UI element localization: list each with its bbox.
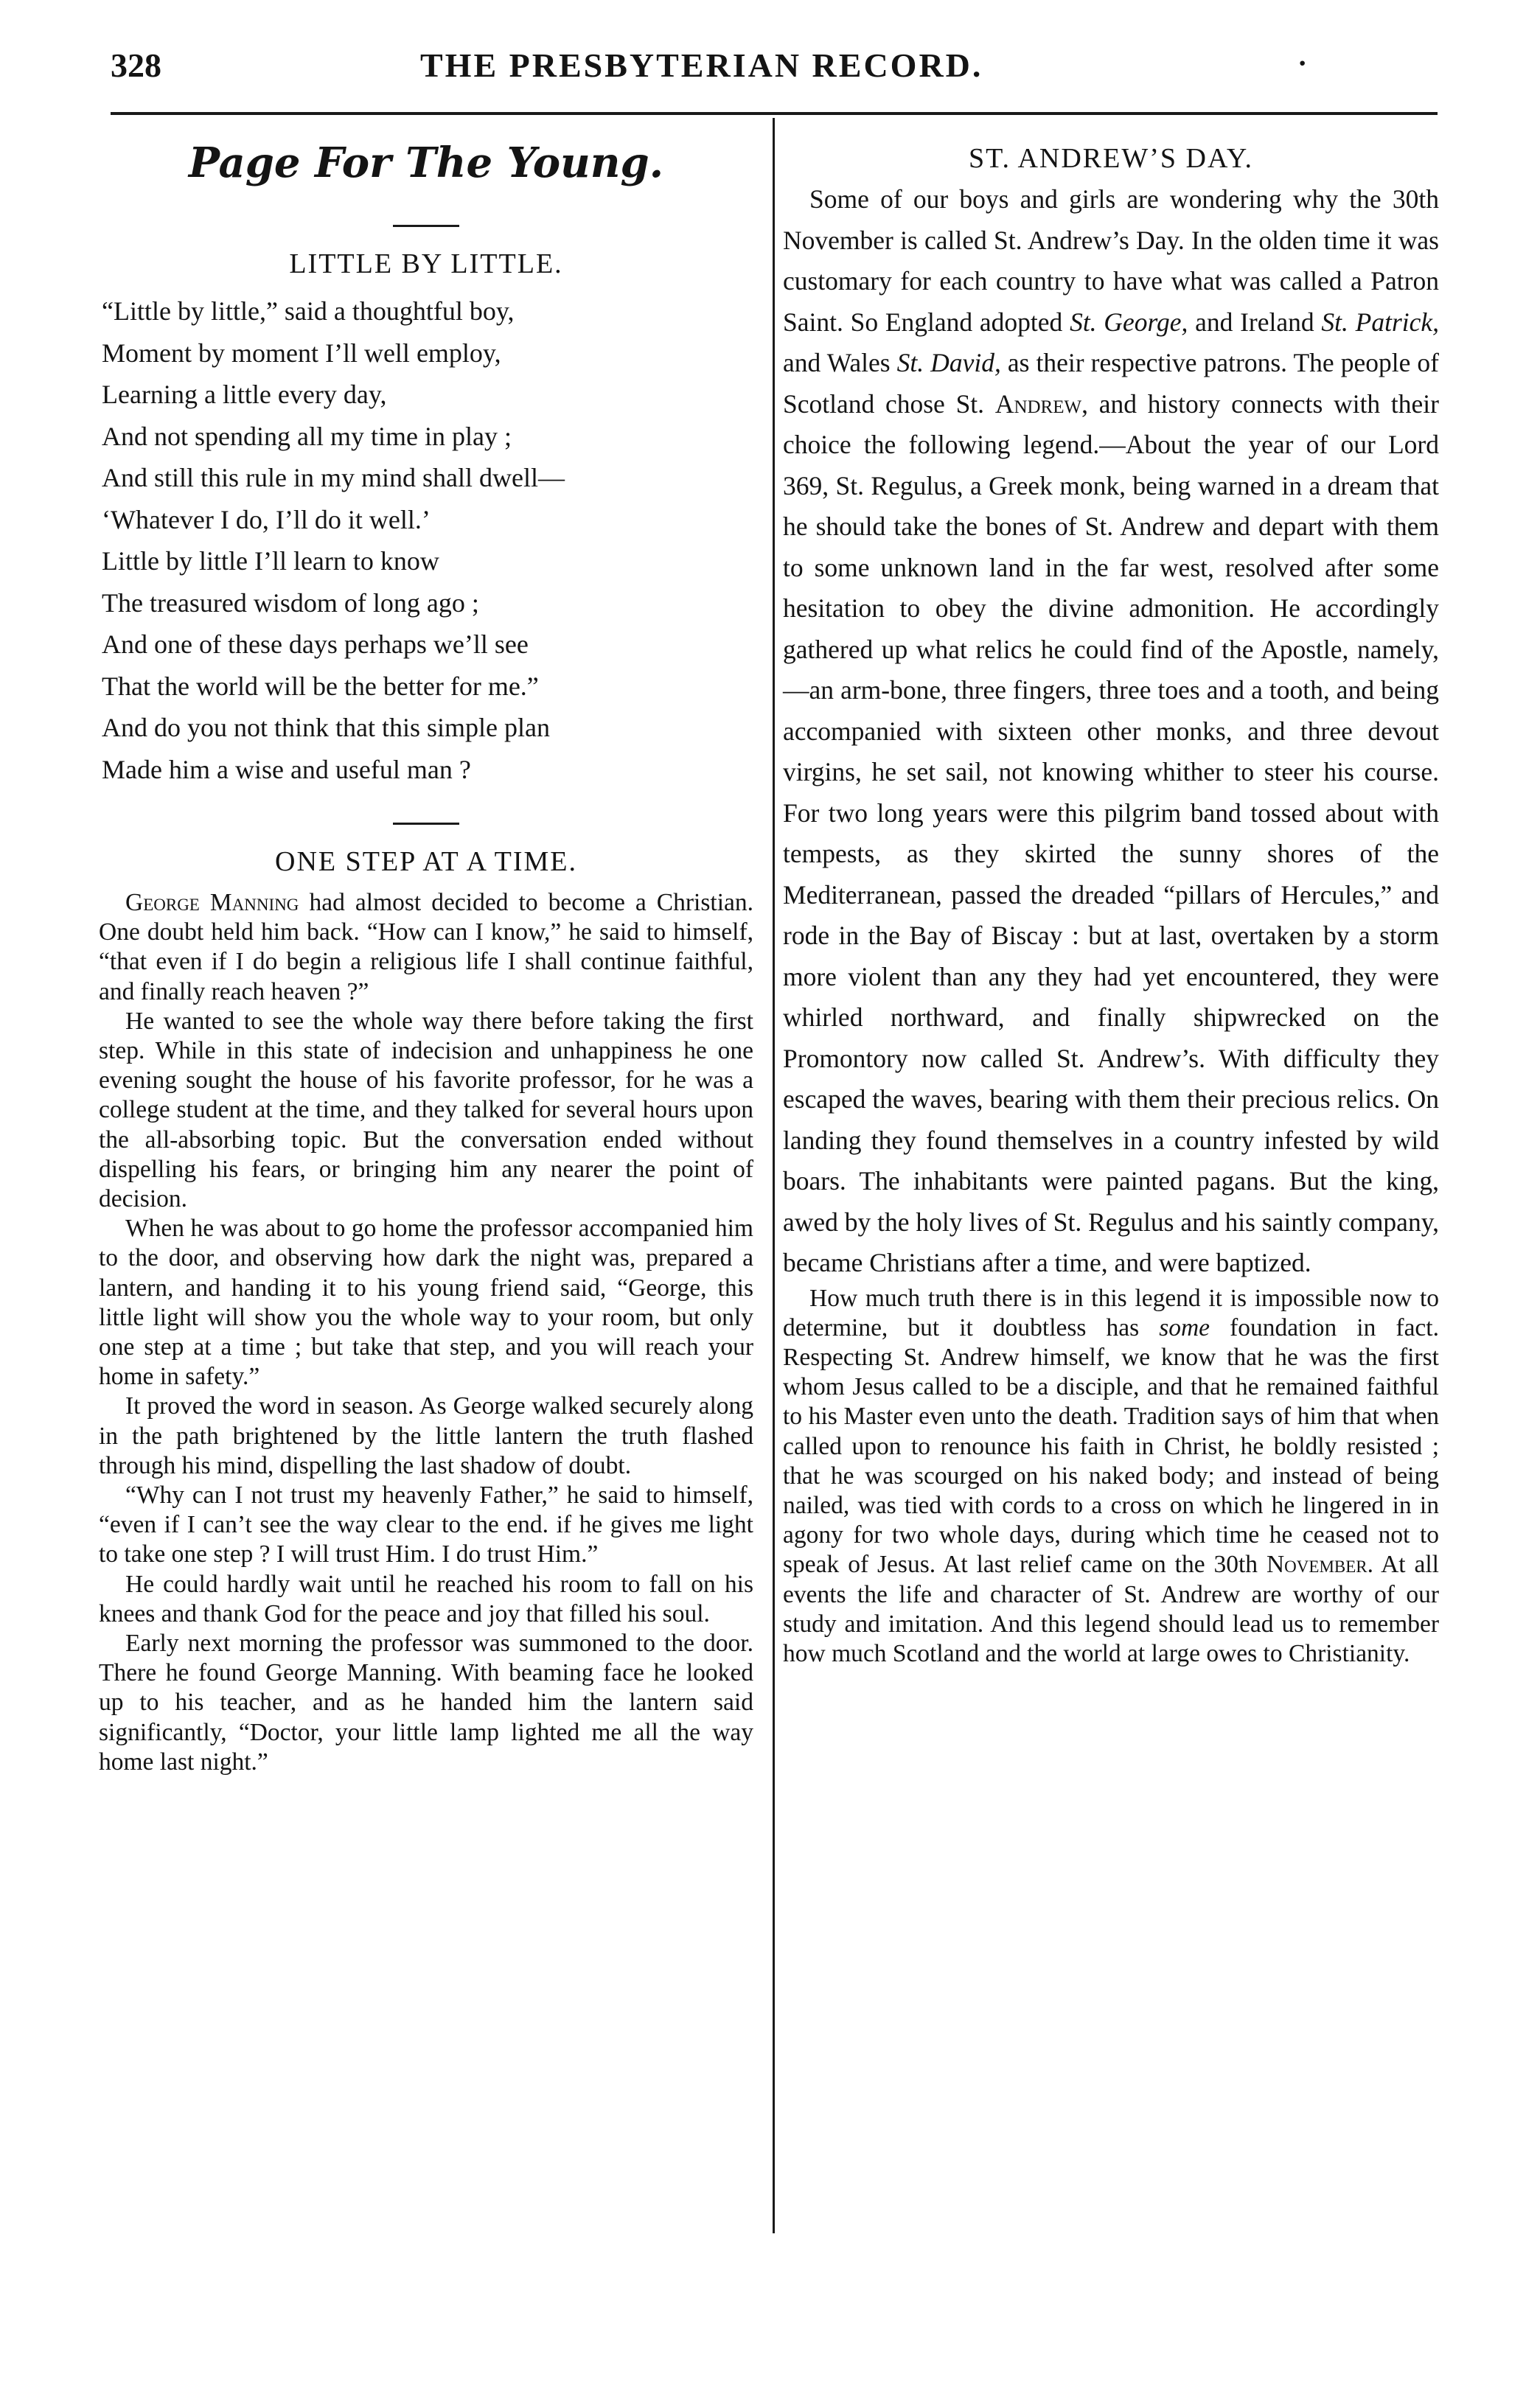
paragraph-text: as their respective patrons. The people of Scotland chose St.	[783, 348, 1439, 419]
running-header	[111, 46, 1438, 97]
paragraph: He wanted to see the whole way there before taking the first step. While in this state of indecision and unhappiness he one evening sought the house of his favorite professor, for he was a college student at the time, and they talked for several hours upon the all-absorbing topic. But the conversation ended without dispelling his fears, or bringing him any nearer the point of decision.	[99, 1007, 753, 1213]
paragraph: “Why can I not trust my heavenly Father,” he said to himself, “even if I can’t see the way clear to the end. if he gives me light to take one step ? I will trust Him. I do trust Him.”	[99, 1482, 753, 1568]
column-rule	[773, 118, 775, 2233]
poem-title: LITTLE BY LITTLE.	[289, 248, 563, 279]
poem-line: “Little by little,” said a thoughtful boy,	[102, 296, 515, 326]
saint-name: St. George,	[1070, 307, 1188, 337]
paragraph-text: , and history connects with their choice the following legend.—About the year of our Lord 369, St. Regulus, a Greek monk, being warned in a dream that he should take the bones of St. Andrew and depart with them to some unknown land in the far west, resolved after some hesitation to obey the divine admonition. He accordingly gathered up what relics he could find of the Apostle, namely,—an arm-bone, three fingers, three toes and a tooth, and being accompanied with sixteen other monks, and three devout virgins, he set sail, not knowing whither to steer his course. For two long years were this pilgrim band tossed about with tempests, as they skirted the sunny shores of the Mediterranean, passed the dreaded “pillars of Hercules,” and rode in the Bay of Biscay : but at last, overtaken by a storm more violent than any they had yet encountered, they were whirled northward, and finally shipwrecked on the Promontory now called St. Andrew’s. With difficulty they escaped the waves, bearing with them their precious relics. On landing they found themselves in a country infested by wild boars. The inhabitants were painted pagans. But the king, awed by the holy lives of St. Regulus and his saintly company, became Christians after a time, and were baptized.	[783, 388, 1440, 1277]
poem-line: And still this rule in my mind shall dwell—	[102, 463, 565, 492]
paragraph: Early next morning the professor was summoned to the door. There he found George Manning. With beaming face he looked up to his teacher, and as he handed him the lantern said significantly, “Doctor, your little lamp lighted me all the way home last night.”	[99, 1630, 753, 1776]
poem-line: Learning a little every day,	[102, 380, 387, 409]
poem-line: That the world will be the better for me.”	[102, 671, 539, 701]
header-rule	[111, 112, 1438, 115]
paragraph-text: Some of our boys and girls are wondering why the 30th November is called St. Andrew’s Day. In the olden time it was customary for each country to have what was called a Patron Saint. So England adopted	[783, 184, 1439, 337]
poem-line: And one of these days perhaps we’ll see	[102, 629, 529, 659]
poem	[99, 290, 753, 790]
title-rule	[393, 225, 459, 227]
section-rule	[393, 823, 459, 825]
story-body	[99, 888, 753, 1777]
article-body-history	[783, 1284, 1439, 1669]
paragraph: He could hardly wait until he reached his room to fall on his knees and thank God for the peace and joy that filled his soul.	[99, 1570, 753, 1627]
poem-line: The treasured wisdom of long ago ;	[102, 587, 479, 618]
saint-name: Andrew	[994, 388, 1082, 419]
section-title: Page For The Young.	[188, 139, 664, 187]
paragraph-text: foundation in fact. Respecting St. Andrew himself, we know that he was the first whom Jesus called to be a disciple, and that he remained faithful to his Master even unto the death. Tradition says of him that when called upon to renounce his faith in Christ, he boldly resisted ; that he was scourged on his naked body; and instead of being nailed, was tied with cords to a cross on which he lingered in in agony for two whole days, during which time he ceased not to speak of Jesus. At last relief came on the 30th	[783, 1313, 1439, 1579]
paragraph: It proved the word in season. As George walked securely along in the path brightened by the little lantern the truth flashed through his mind, dispelling the last shadow of doubt.	[99, 1392, 753, 1479]
paragraph	[783, 1284, 1439, 1669]
poem-line: ‘Whatever I do, I’ll do it well.’	[102, 504, 431, 534]
saint-name: St. David,	[896, 348, 1001, 377]
paragraph-text: How much truth there is in this legend it is impossible now to determine, but it doubtless has	[783, 1284, 1439, 1341]
paragraph-text: and Ireland	[1188, 307, 1322, 337]
paragraph	[99, 888, 753, 1007]
saint-name: St. Patrick,	[1321, 307, 1440, 337]
poem-line: And do you not think that this simple plan	[102, 713, 550, 742]
paragraph	[783, 179, 1439, 1284]
lead-name: George Manning	[125, 889, 299, 916]
story-title: ONE STEP AT A TIME.	[275, 846, 577, 877]
left-column	[99, 129, 753, 1777]
paragraph-text: and Wales	[783, 348, 897, 377]
month-name: November	[1266, 1551, 1367, 1579]
paragraph-text: had almost decided to become a Christian. One doubt held him back. “How can I know,” he said to himself, “that even if I do begin a religious life I shall continue faithful, and finally reach heaven ?”	[99, 889, 753, 1005]
article-body-legend	[783, 179, 1439, 1284]
journal-title: THE PRESBYTERIAN RECORD.	[420, 46, 983, 84]
poem-line: Moment by moment I’ll well employ,	[102, 338, 501, 368]
header-dot: ·	[1297, 46, 1308, 80]
right-column	[783, 129, 1439, 1669]
poem-line: Made him a wise and useful man ?	[102, 754, 471, 784]
emphasis: some	[1159, 1313, 1210, 1341]
article-title: ST. ANDREW’S DAY.	[969, 143, 1253, 174]
paragraph-text: . At all events the life and character of St. Andrew are worthy of our study and imitation. And this legend should lead us to remember how much Scotland and the world at large owes to Christianity.	[783, 1551, 1439, 1667]
poem-line: And not spending all my time in play ;	[102, 421, 512, 451]
page-number: 328	[111, 46, 161, 84]
poem-line: Little by little I’ll learn to know	[102, 546, 439, 576]
paragraph: When he was about to go home the professor accompanied him to the door, and observing how dark the night was, prepared a lantern, and handing it to his young friend said, “George, this little light will show you the whole way to your room, but only one step at a time ; but take that step, and you will reach your home in safety.”	[99, 1215, 753, 1391]
